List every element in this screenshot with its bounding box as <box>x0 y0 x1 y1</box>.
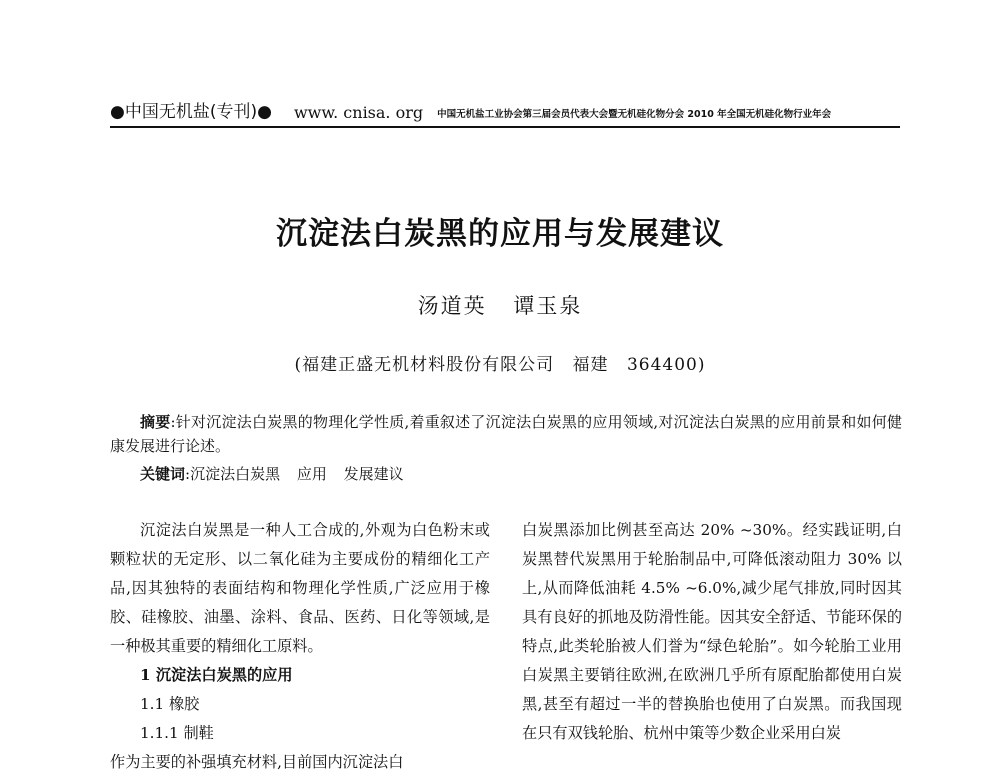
abstract <box>110 410 902 458</box>
section-heading-1: 1 沉淀法白炭黑的应用 <box>140 666 293 684</box>
conference-name: 中国无机盐工业协会第三届会员代表大会暨无机硅化物分会 2010 年全国无机硅化物行业年会 <box>437 109 832 120</box>
abstract-label: 摘要 <box>140 413 171 431</box>
intro-paragraph: 沉淀法白炭黑是一种人工合成的,外观为白色粉末或颗粒状的无定形、以二氧化硅为主要成份的精细化工产品,因其独特的表面结构和物理化学性质,广泛应用于橡胶、硅橡胶、油墨、涂料、食品、医药、日化等领域,是一种极其重要的精细化工原料。 <box>110 521 490 655</box>
section-heading-1-1: 1.1 橡胶 <box>140 695 200 713</box>
paper-title: 沉淀法白炭黑的应用与发展建议 <box>276 216 724 252</box>
author-affiliation: (福建正盛无机材料股份有限公司 福建 364400) <box>294 355 706 375</box>
paper-authors: 汤道英 谭玉泉 <box>417 294 583 318</box>
abstract-text: :针对沉淀法白炭黑的物理化学性质,着重叙述了沉淀法白炭黑的应用领域,对沉淀法白炭黑的应用前景和如何健康发展进行论述。 <box>110 413 902 455</box>
journal-name: ●中国无机盐(专刊)● <box>110 102 272 122</box>
body-column-left <box>110 516 490 777</box>
body-text-line: 作为主要的补强填充材料,目前国内沉淀法白 <box>110 753 404 771</box>
body-column-right <box>522 516 902 748</box>
keywords-text: :沉淀法白炭黑 应用 发展建议 <box>185 465 404 483</box>
section-heading-1-1-1: 1.1.1 制鞋 <box>140 724 214 742</box>
journal-website: www. cnisa. org <box>293 103 424 122</box>
keywords <box>140 462 404 486</box>
keywords-label: 关键词 <box>140 465 186 483</box>
right-column-paragraph: 白炭黑添加比例甚至高达 20% ~30%。经实践证明,白炭黑替代炭黑用于轮胎制品中,可降低滚动阻力 30% 以上,从而降低油耗 4.5% ~6.0%,减少尾气排放,同时因其具有良好的抓地及防滑性能。因其安全舒适、节能环保的特点,此类轮胎被人们誉为“绿色轮胎”。如今轮胎工业用白炭黑主要销往欧洲,在欧洲几乎所有原配胎都使用白炭黑,甚至有超过一半的替换胎也使用了白炭黑。而我国现在只有双钱轮胎、杭州中策等少数企业采用白炭 <box>522 521 902 742</box>
running-header <box>110 96 900 128</box>
